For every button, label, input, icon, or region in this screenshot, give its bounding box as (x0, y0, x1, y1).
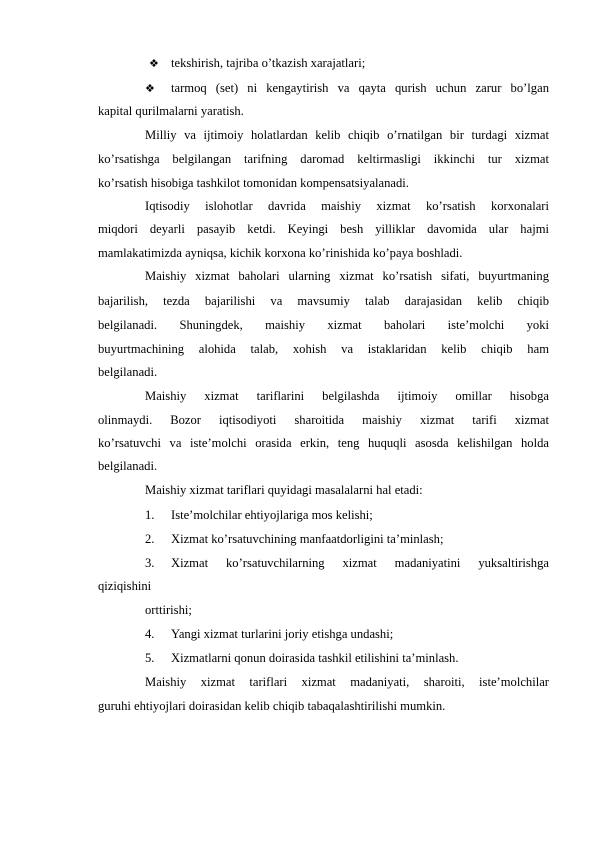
paragraph-line: ko’rsatuvchi va iste’molchi orasida erkin, teng huquqli asosda kelishilgan holda (98, 436, 549, 450)
bullet-line: kapital qurilmalarni yaratish. (98, 104, 244, 118)
list-item-text: Xizmatlarni qonun doirasida tashkil etilishini ta’minlash. (171, 651, 459, 665)
paragraph-line: Maishiy xizmat tariflari quyidagi masalalarni hal etadi: (145, 483, 423, 497)
paragraph-line: olinmaydi. Bozor iqtisodiyoti sharoitida maishiy xizmat tarifi xizmat (98, 413, 549, 427)
bullet-line: tarmoq (set) ni kengaytirish va qayta qurish uchun zarur bo’lgan (171, 81, 549, 95)
diamond-bullet-icon: ❖ (149, 57, 159, 70)
list-item-text: Xizmat ko’rsatuvchilarning xizmat madaniyatini yuksaltirishga (171, 556, 549, 570)
paragraph-line: belgilanadi. Shuningdek, maishiy xizmat baholari iste’molchi yoki (98, 318, 549, 332)
paragraph-line: Maishiy xizmat tariflari xizmat madaniyati, sharoiti, iste’molchilar (145, 675, 549, 689)
list-item-text: qiziqishini (98, 579, 152, 593)
list-item-number: 2. (145, 532, 155, 546)
list-item-text: Xizmat ko’rsatuvchining manfaatdorligini ta’minlash; (171, 532, 444, 546)
list-item-number: 1. (145, 508, 155, 522)
list-item-text: orttirishi; (145, 603, 192, 617)
list-item-text: Yangi xizmat turlarini joriy etishga undashi; (171, 627, 394, 641)
paragraph-line: miqdori deyarli pasayib ketdi. Keyingi besh yilliklar davomida ular hajmi (98, 222, 549, 236)
paragraph-line: guruhi ehtiyojlari doirasidan kelib chiqib tabaqalashtirilishi mumkin. (98, 699, 446, 713)
list-item-text: Iste’molchilar ehtiyojlariga mos kelishi; (171, 508, 373, 522)
paragraph-line: Maishiy xizmat tariflarini belgilashda ijtimoiy omillar hisobga (145, 389, 549, 403)
paragraph-line: mamlakatimizda ayniqsa, kichik korxona ko’rinishida ko’paya boshladi. (98, 246, 463, 260)
paragraph-line: ko’rsatishga belgilangan tarifning daromad keltirmasligi ikkinchi tur xizmat (98, 152, 549, 166)
paragraph-line: Maishiy xizmat baholari ularning xizmat ko’rsatish sifati, buyurtmaning (145, 269, 549, 283)
paragraph-line: Milliy va ijtimoiy holatlardan kelib chiqib o’rnatilgan bir turdagi xizmat (145, 128, 549, 142)
paragraph-line: ko’rsatish hisobiga tashkilot tomonidan kompensatsiyalanadi. (98, 176, 409, 190)
list-item-number: 3. (145, 556, 155, 570)
list-item-number: 5. (145, 651, 155, 665)
diamond-bullet-icon: ❖ (145, 82, 155, 95)
paragraph-line: bajarilish, tezda bajarilishi va mavsumiy talab darajasidan kelib chiqib (98, 294, 549, 308)
paragraph-line: belgilanadi. (98, 365, 158, 379)
paragraph-line: belgilanadi. (98, 459, 158, 473)
bullet-line: tekshirish, tajriba o’tkazish xarajatlari; (171, 56, 366, 70)
paragraph-line: Iqtisodiy islohotlar davrida maishiy xizmat ko’rsatish korxonalari (145, 199, 549, 213)
paragraph-line: buyurtmachining alohida talab, xohish va istaklaridan kelib chiqib ham (98, 342, 549, 356)
list-item-number: 4. (145, 627, 155, 641)
